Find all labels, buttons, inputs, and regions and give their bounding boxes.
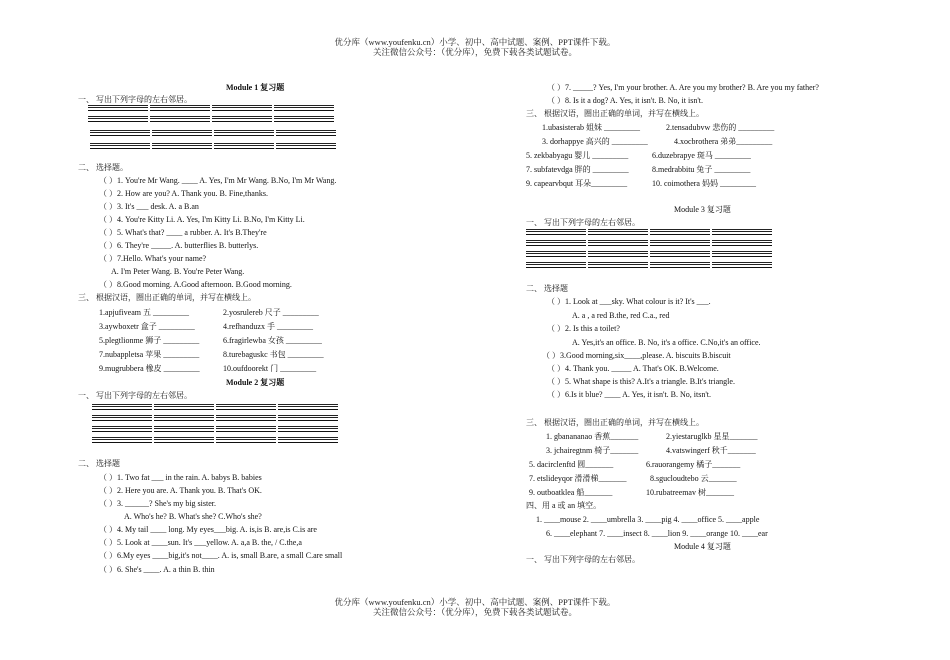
m2-section3-heading: 三、 根据汉语，圈出正确的单词，并写在横线上。 <box>526 109 704 118</box>
m1-q8: （ ）8.Good morning. A.Good afternoon. B.Good morning. <box>99 280 292 289</box>
m1-word-4: 4.refhanduzx 手 _________ <box>223 322 313 331</box>
footer-line-2: 关注微信公众号：（优分库），免费下载各类试题试卷。 <box>372 607 577 617</box>
m2-q1: （ ）1. Two fat ___ in the rain. A. babys B. babies <box>99 473 262 482</box>
module1-title: Module 1 复习题 <box>226 83 285 92</box>
m1-q2: （ ）2. How are you? A. Thank you. B. Fine,thanks. <box>99 189 268 198</box>
m3-q1-options: A. a , a red B.the, red C.a., red <box>572 311 670 320</box>
m1-word-7: 7.nubappletsa 苹果 _________ <box>99 350 200 359</box>
m2-section2-heading: 二、 选择题 <box>78 459 120 468</box>
m3-word-2: 2.yiestaruglkb 星星_______ <box>666 432 758 441</box>
m3-word-8: 8.sgucloudtebo 云_______ <box>650 474 737 483</box>
m3-q4: （ ）4. Thank you. _____ A. That's OK. B.Welcome. <box>547 364 719 373</box>
m2-q2: （ ）2. Here you are. A. Thank you. B. That's OK. <box>99 486 262 495</box>
m3-word-7: 7. etslideyqor 滑滑梯_______ <box>529 474 627 483</box>
m1-word-10: 10.oufdoorekt 门 _________ <box>223 364 317 373</box>
m3-q5: （ ）5. What shape is this? A.It's a triangle. B.It's triangle. <box>547 377 735 386</box>
m3-q1: （ ）1. Look at ___sky. What colour is it? It's ___. <box>547 297 711 306</box>
m3-section1-heading: 一、 写出下列字母的左右邻居。 <box>526 218 640 227</box>
m3-fill-row-2: 6. ____elephant 7. ____insect 8. ____lion 9. ____orange 10. ____ear <box>546 529 768 538</box>
m2-word-7: 7. subfatevdga 胖的 _________ <box>526 165 629 174</box>
m2-word-9: 9. capearvbqut 耳朵_________ <box>526 179 628 188</box>
m3-q6: （ ）6.Is it blue? ____ A. Yes, it isn't. B. No, itsn't. <box>547 390 712 399</box>
module3-title: Module 3 复习题 <box>674 205 731 214</box>
m2-word-6: 6.duzebrapye 斑马 _________ <box>652 151 751 160</box>
m1-word-9: 9.mugrubbera 橡皮 _________ <box>99 364 200 373</box>
m3-word-10: 10.rubatreemav 树_______ <box>646 488 734 497</box>
m2-q4: （ ）4. My tail ____ long. My eyes___big. A. is,is B. are,is C.is are <box>99 525 317 534</box>
m2-q3-options: A. Who's he? B. What's she? C.Who's she? <box>124 512 262 521</box>
m2-q7: （ ）6. She's ____. A. a thin B. thin <box>99 565 215 574</box>
m3-word-5: 5. dacirclenftd 圆_______ <box>529 460 614 469</box>
m1-word-8: 8.turebaguskc 书包 _________ <box>223 350 324 359</box>
m1-word-1: 1.apjufiveam 五 _________ <box>99 308 189 317</box>
m3-word-4: 4.vatswingerf 秋千_______ <box>666 446 756 455</box>
header-line-2: 关注微信公众号：（优分库），免费下载各类试题试卷。 <box>372 47 577 57</box>
m2-word-8: 8.medrabbitu 兔子 _________ <box>652 165 751 174</box>
m4-section1-heading: 一、 写出下列字母的左右邻居。 <box>526 555 640 564</box>
m3-word-1: 1. gbanananao 香蕉_______ <box>546 432 639 441</box>
m1-q7-options: A. I'm Peter Wang. B. You're Peter Wang. <box>111 267 245 276</box>
m2-word-10: 10. coimothera 妈妈 _________ <box>652 179 756 188</box>
m1-q3: （ ）3. It's ___ desk. A. a B.an <box>99 202 199 211</box>
left-column <box>78 84 468 584</box>
m3-section3-heading: 三、 根据汉语，圈出正确的单词，并写在横线上。 <box>526 418 704 427</box>
m1-word-2: 2.yosrulereb 尺子 _________ <box>223 308 319 317</box>
m1-q6: （ ）6. They're _____. A. butterflies B. butterlys. <box>99 241 259 250</box>
m2-q9: （ ）8. Is it a dog? A. Yes, it isn't. B. No, it isn't. <box>547 96 704 105</box>
m3-word-3: 3. jchairegtnm 椅子_______ <box>546 446 639 455</box>
m2-section1-heading: 一、 写出下列字母的左右邻居。 <box>78 391 192 400</box>
m2-word-1: 1.ubasisterab 姐妹 _________ <box>542 123 640 132</box>
m3-q2: （ ）2. Is this a toilet? <box>547 324 620 333</box>
m1-section1-heading: 一、 写出下列字母的左右邻居。 <box>78 95 192 104</box>
m3-section2-heading: 二、 选择题 <box>526 284 568 293</box>
m2-q3: （ ）3. ______? She's my big sister. <box>99 499 216 508</box>
m1-q4: （ ）4. You're Kitty Li. A. Yes, I'm Kitty Li. B.No, I'm Kitty Li. <box>99 215 305 224</box>
m2-word-3: 3. dorhappye 高兴的 _________ <box>542 137 648 146</box>
m2-word-2: 2.tensadubvw 悲伤的 _________ <box>666 123 775 132</box>
m2-word-4: 4.xocbrothera 弟弟_________ <box>674 137 773 146</box>
m1-word-3: 3.aywboxetr 盒子 _________ <box>99 322 195 331</box>
m1-section2-heading: 二、 选择题。 <box>78 163 128 172</box>
m1-section3-heading: 三、 根据汉语，圈出正确的单词，并写在横线上。 <box>78 293 256 302</box>
footer-line-1: 优分库（www.youfenku.cn）小学、初中、高中试题、案例、PPT课件下载。 <box>334 597 616 607</box>
m3-word-6: 6.rauorangemy 橘子_______ <box>646 460 741 469</box>
module4-title: Module 4 复习题 <box>674 542 731 551</box>
module2-title: Module 2 复习题 <box>226 378 285 387</box>
m2-q6: （ ）6.My eyes ____big,it's not____. A. is, small B.are, a small C.are small <box>99 551 343 560</box>
m3-fill-row-1: 1. ____mouse 2. ____umbrella 3. ____pig 4. ____office 5. ____apple <box>536 515 760 524</box>
m3-word-9: 9. outboatklea 船_______ <box>529 488 613 497</box>
m1-q7: （ ）7.Hello. What's your name? <box>99 254 207 263</box>
m1-q1: （ ）1. You're Mr Wang. ____ A. Yes, I'm Mr Wang. B.No, I'm Mr Wang. <box>99 176 337 185</box>
header-line-1: 优分库（www.youfenku.cn）小学、初中、高中试题、案例、PPT课件下载。 <box>334 37 616 47</box>
m2-q8: （ ）7. _____? Yes, I'm your brother. A. Are you my brother? B. Are you my father? <box>547 83 819 92</box>
m2-word-5: 5. zekbabyagu 婴儿 _________ <box>526 151 629 160</box>
right-column <box>526 84 916 584</box>
m2-q5: （ ）5. Look at ____sun. It's ___yellow. A. a,a B. the, / C.the,a <box>99 538 302 547</box>
m1-word-6: 6.fragirlewba 女孩 _________ <box>223 336 322 345</box>
m3-q2-options: A. Yes,it's an office. B. No, it's a office. C.No,it's an office. <box>572 338 761 347</box>
m3-section4-heading: 四、用 a 或 an 填空。 <box>526 501 602 510</box>
m3-q3: （ ）3.Good morning,six____,please. A. biscuits B.biscuit <box>542 351 731 360</box>
m1-word-5: 5.plegtlionme 狮子 _________ <box>99 336 200 345</box>
m1-q5: （ ）5. What's that? ____ a rubber. A. It's B.They're <box>99 228 267 237</box>
